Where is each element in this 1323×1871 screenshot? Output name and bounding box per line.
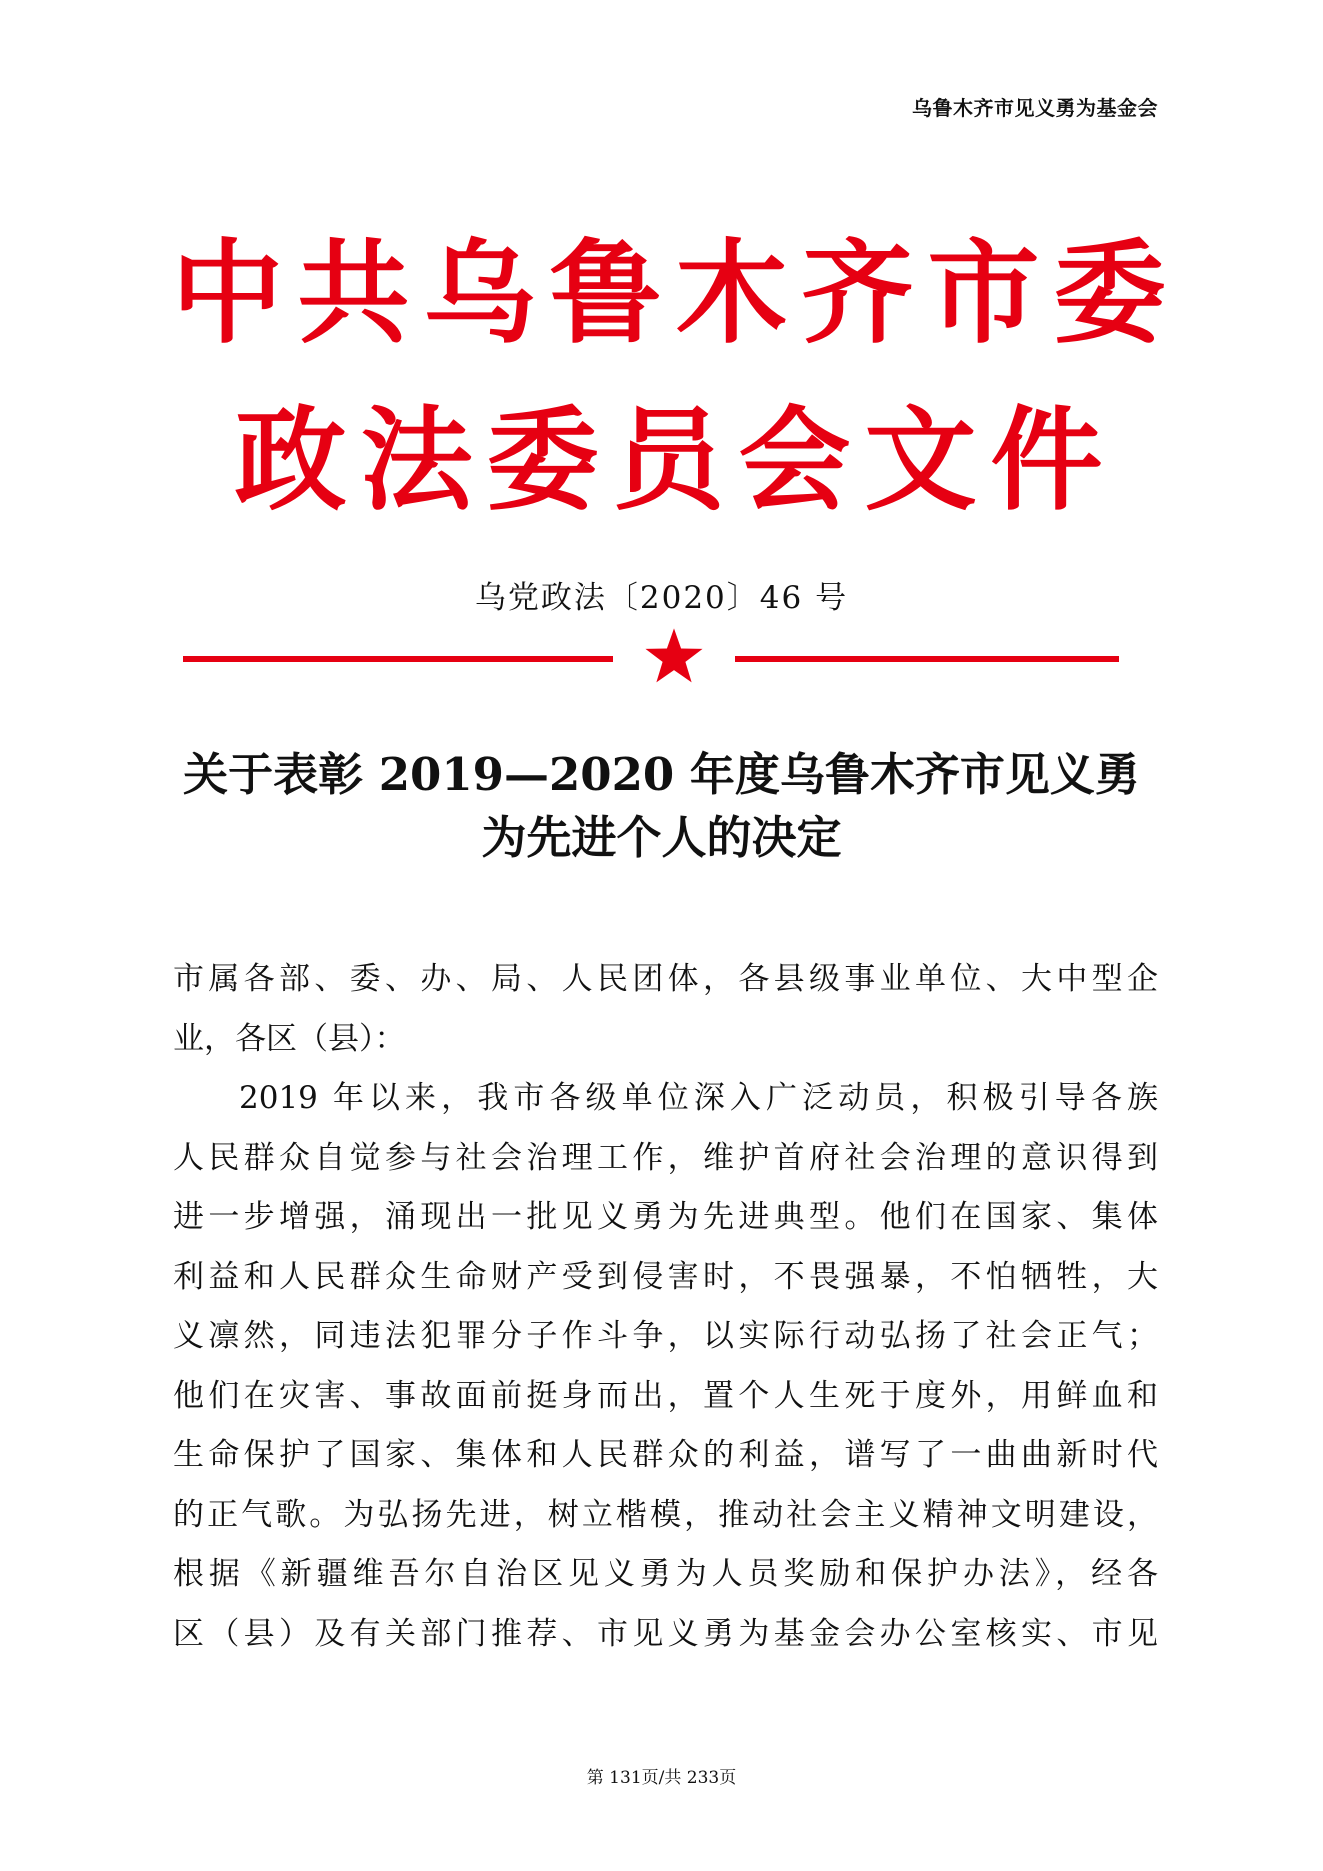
body-line: 人民群众自觉参与社会治理工作，维护首府社会治理的意识得到 (173, 1139, 1158, 1176)
document-number: 乌党政法〔2020〕46 号 (474, 580, 849, 616)
body-line: 区（县）及有关部门推荐、市见义勇为基金会办公室核实、市见 (173, 1615, 1158, 1652)
document-body (173, 950, 1158, 1664)
body-line: 生命保护了国家、集体和人民群众的利益，谱写了一曲曲新时代 (173, 1437, 1158, 1473)
body-line: 义凛然，同违法犯罪分子作斗争，以实际行动弘扬了社会正气； (173, 1318, 1158, 1354)
body-line: 的正气歌。为弘扬先进，树立楷模，推动社会主义精神文明建设， (173, 1496, 1158, 1533)
body-line: 业，各区（县）： (173, 1020, 406, 1057)
body-line: 利益和人民群众生命财产受到侵害时，不畏强暴，不怕牺牲，大 (173, 1258, 1158, 1295)
body-line: 市属各部、委、办、局、人民团体，各县级事业单位、大中型企 (173, 961, 1158, 997)
masthead-line-2: 政法委员会文件 (234, 396, 1117, 526)
star-icon (644, 626, 704, 686)
body-line: 根据《新疆维吾尔自治区见义勇为人员奖励和保护办法》，经各 (173, 1556, 1158, 1592)
document-title-line-2: 为先进个人的决定 (481, 811, 842, 864)
red-divider-right (735, 656, 1119, 662)
masthead-line-1: 中共乌鲁木齐市委 (171, 229, 1180, 359)
running-header: 乌鲁木齐市见义勇为基金会 (912, 96, 1158, 120)
body-line: 进一步增强，涌现出一批见义勇为先进典型。他们在国家、集体 (173, 1199, 1158, 1235)
document-title-line-1: 关于表彰 2019—2020 年度乌鲁木齐市见义勇 (183, 748, 1140, 801)
body-line: 2019 年以来，我市各级单位深入广泛动员，积极引导各族 (239, 1080, 1158, 1116)
page-footer: 第 131页/共 233页 (586, 1768, 737, 1788)
red-divider-left (183, 656, 613, 662)
body-line: 他们在灾害、事故面前挺身而出，置个人生死于度外，用鲜血和 (173, 1377, 1158, 1414)
